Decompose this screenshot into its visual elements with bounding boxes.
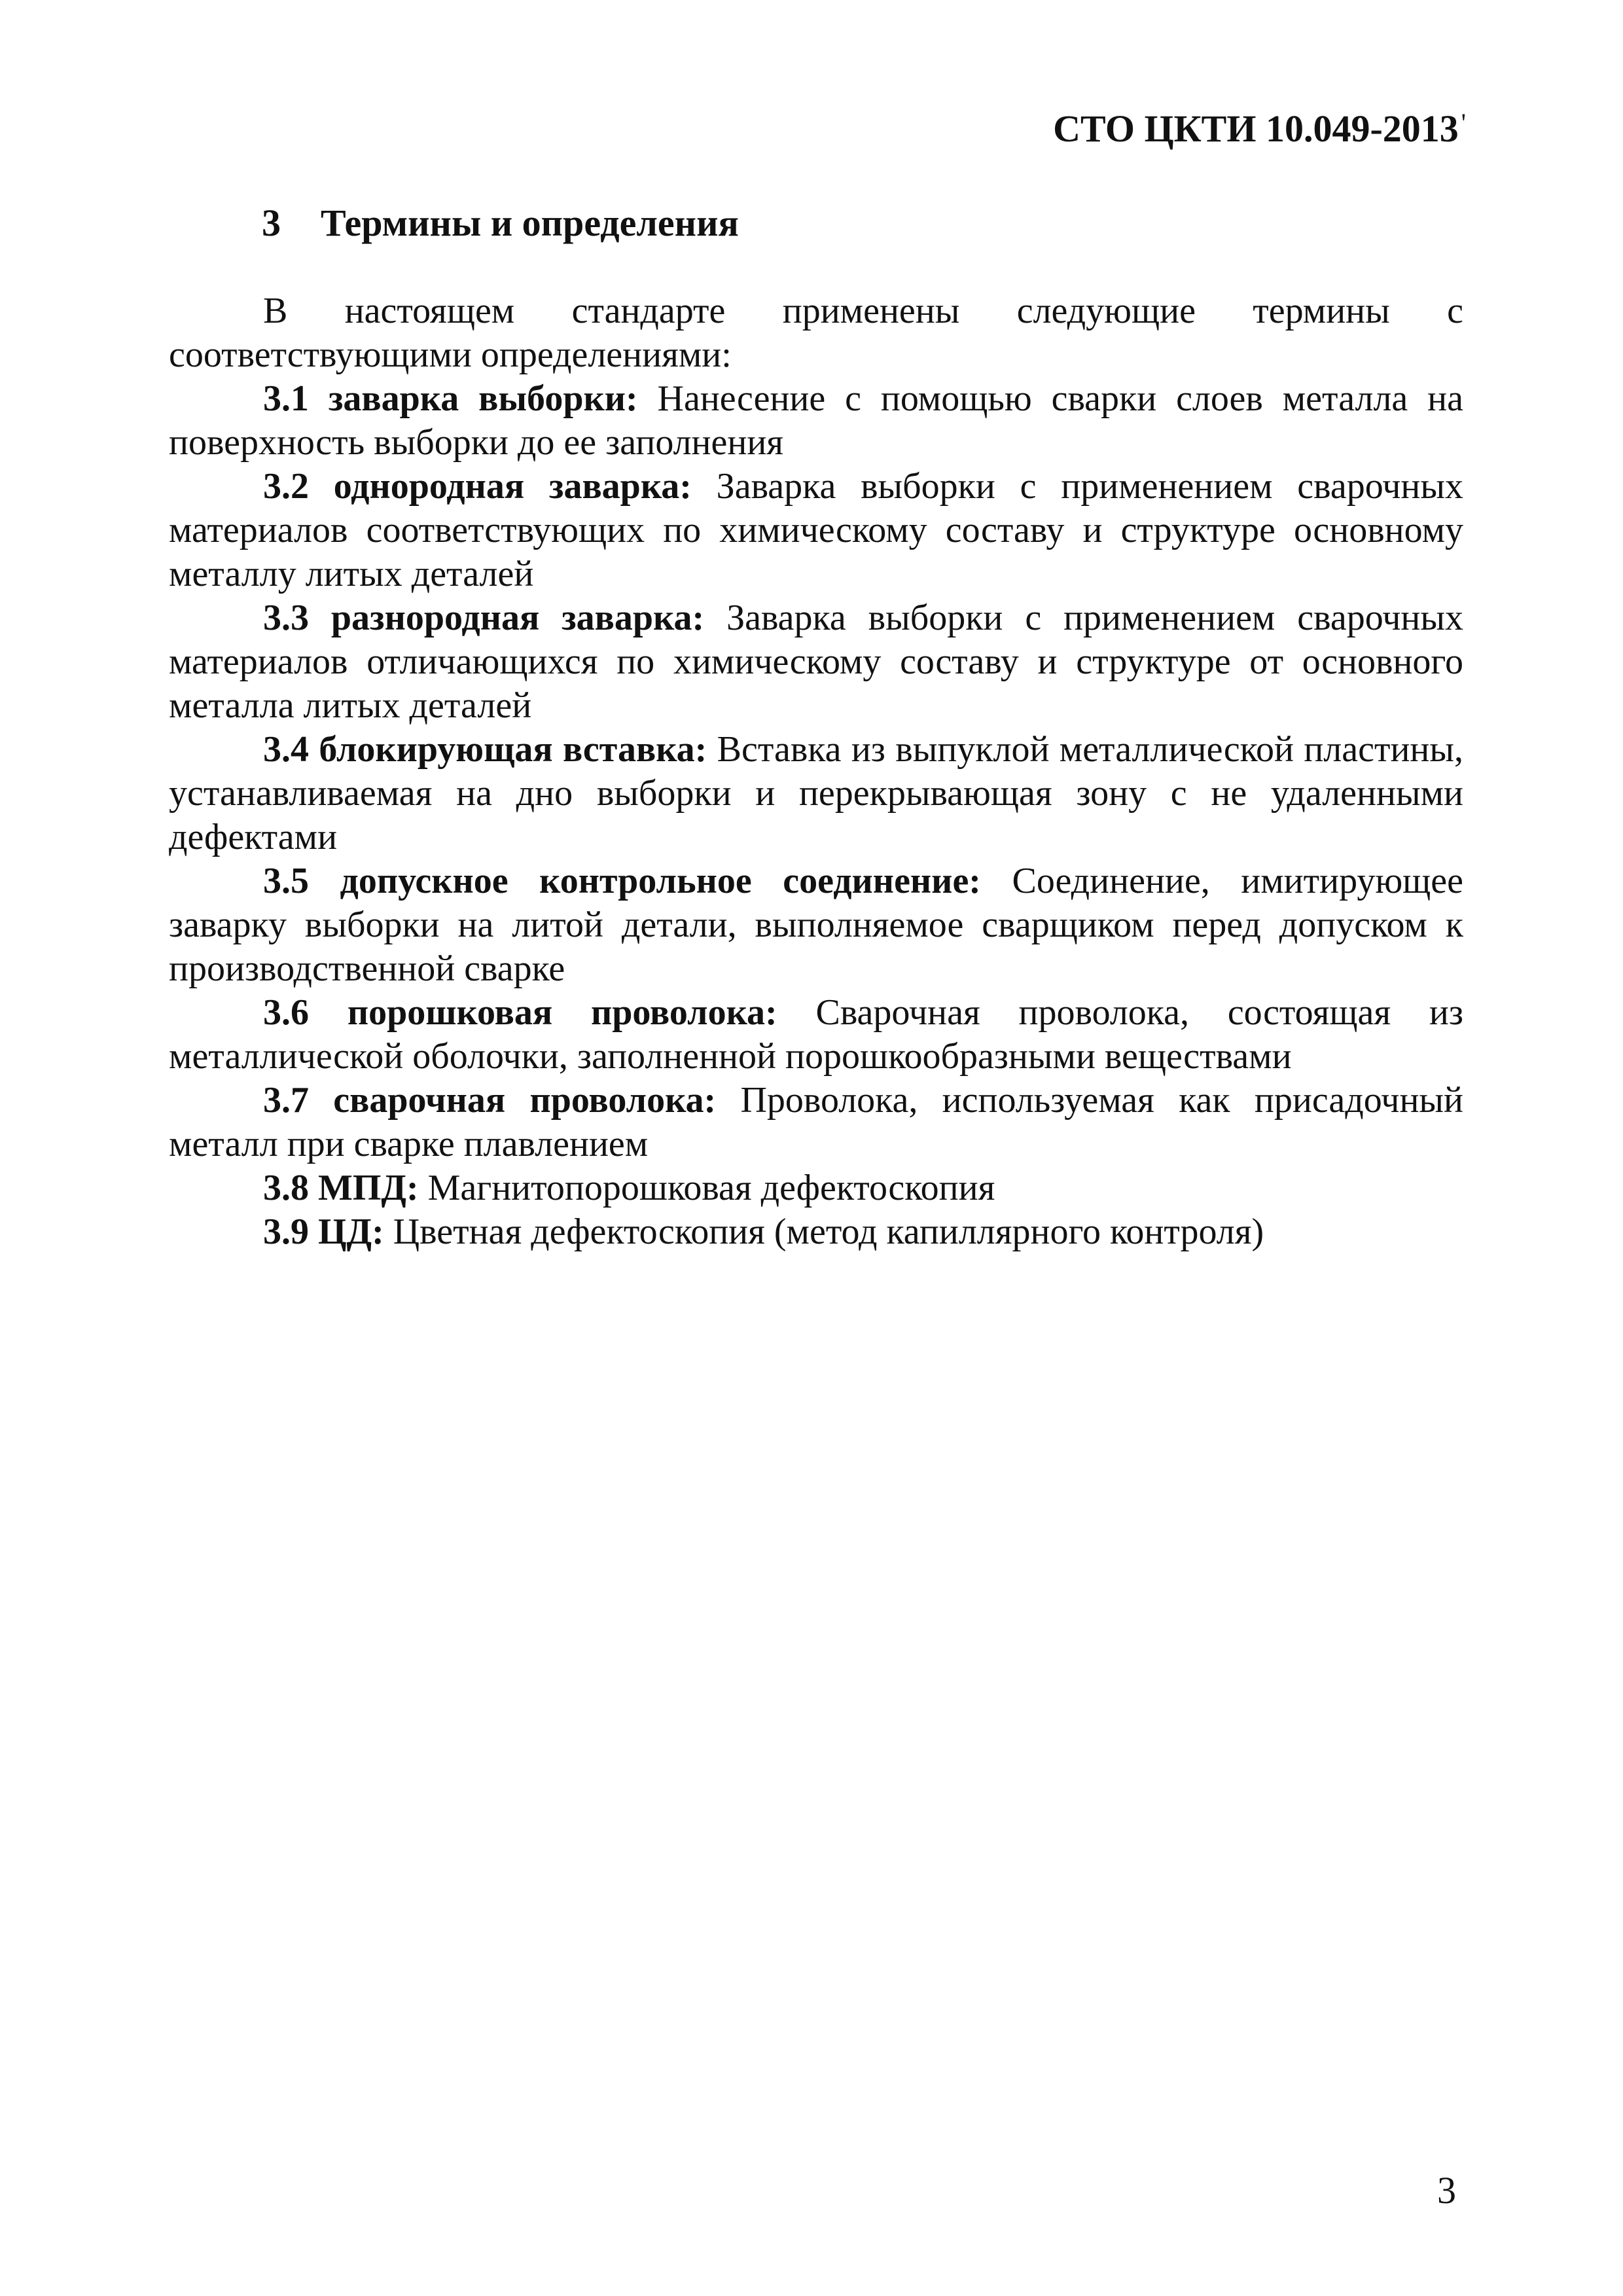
- page-number: 3: [1437, 2169, 1456, 2212]
- term-3-3: [169, 596, 1463, 728]
- term-label: 3.8 МПД:: [263, 1168, 419, 1208]
- term-3-2: [169, 465, 1463, 596]
- document-code: СТО ЦКТИ 10.049-2013: [1053, 107, 1459, 150]
- term-definition: Нанесение с помощью сварки слоев металла на поверхность выборки до ее заполнения: [169, 378, 1463, 463]
- section-number: 3: [262, 202, 281, 244]
- term-3-5: [169, 859, 1463, 991]
- document-code-header: [1053, 107, 1466, 150]
- term-label: 3.4 блокирующая вставка:: [263, 729, 707, 770]
- term-definition: Заварка выборки с применением сварочных материалов соответствующих по химическому составу и структуре основному металлу литых деталей: [169, 466, 1463, 594]
- header-mark: ': [1461, 108, 1466, 137]
- term-label: 3.9 ЦД:: [263, 1211, 384, 1252]
- term-3-9: [169, 1210, 1463, 1254]
- term-definition: Сварочная проволока, состоящая из металлической оболочки, заполненной порошкообразными веществами: [169, 992, 1464, 1077]
- term-definition: Цветная дефектоскопия (метод капиллярного контроля): [393, 1211, 1264, 1252]
- term-label: 3.5 допускное контрольное соединение:: [263, 861, 981, 901]
- term-3-7: [169, 1079, 1463, 1166]
- term-label: 3.6 порошковая проволока:: [263, 992, 777, 1033]
- term-3-1: [169, 377, 1463, 465]
- section-heading: [262, 204, 739, 242]
- section-intro: В настоящем стандарте применены следующие термины с соответствующими определениями:: [169, 291, 1463, 375]
- section-title: Термины и определения: [321, 202, 739, 244]
- term-definition: Магнитопорошковая дефектоскопия: [427, 1168, 995, 1208]
- term-definition: Вставка из выпуклой металлической пластины, устанавливаемая на дно выборки и перекрывающая зону с не удаленными дефектами: [169, 729, 1464, 857]
- term-definition: Проволока, используемая как присадочный металл при сварке плавлением: [169, 1080, 1464, 1164]
- term-label: 3.2 однородная заварка:: [263, 466, 692, 507]
- term-definition: Соединение, имитирующее заварку выборки на литой детали, выполняемое сварщиком перед допуском к производственной сварке: [169, 861, 1464, 989]
- term-definition: Заварка выборки с применением сварочных материалов отличающихся по химическому составу и структуре от основного металла литых деталей: [169, 598, 1464, 726]
- term-label: 3.3 разнородная заварка:: [263, 598, 705, 638]
- term-3-8: [169, 1166, 1463, 1210]
- term-3-6: [169, 991, 1463, 1079]
- term-label: 3.1 заварка выборки:: [263, 378, 638, 419]
- term-label: 3.7 сварочная проволока:: [263, 1080, 717, 1121]
- term-3-4: [169, 728, 1463, 859]
- section-body: [169, 289, 1463, 1254]
